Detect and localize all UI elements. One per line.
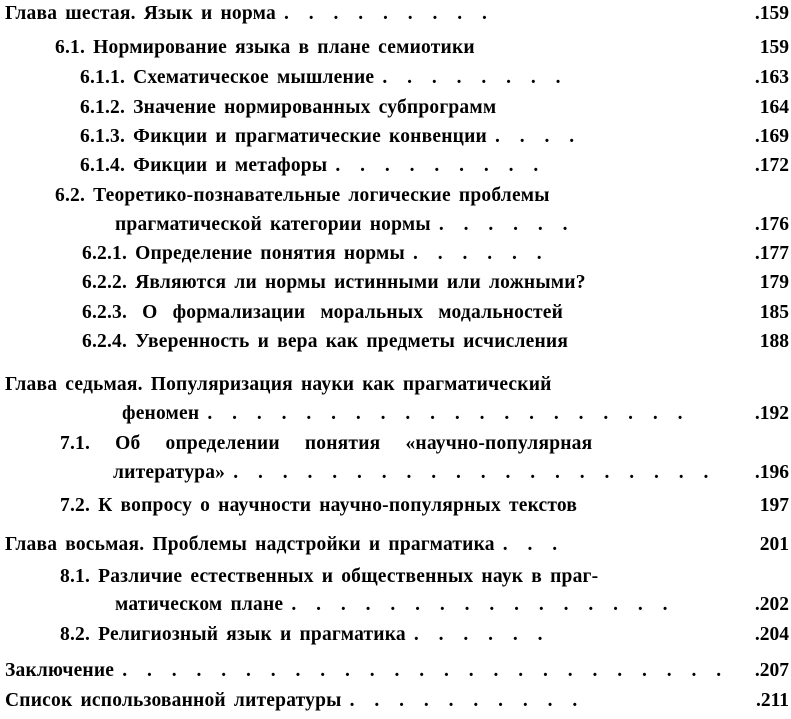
toc-entry-title: Глава шестая. Язык и норма <box>5 3 276 24</box>
toc-entry-6-2-cont <box>115 213 574 237</box>
toc-entry-6-1-2 <box>80 96 496 120</box>
toc-page-number: 159 <box>759 37 789 58</box>
toc-entry-6-1 <box>55 36 475 60</box>
toc-leader-dots: . . . . . . . . . . . . . . . . . . . . . . . . . <box>122 660 728 681</box>
toc-entry-6-2-4 <box>82 330 568 354</box>
toc-entry-title: 8.2. Религиозный язык и прагматика <box>60 624 406 645</box>
toc-entry-6-2-2 <box>82 271 586 295</box>
toc-entry-title: феномен <box>122 403 200 424</box>
toc-page-number: .172 <box>754 155 789 176</box>
toc-entry-8-1-cont <box>115 593 674 617</box>
toc-page-number: .204 <box>754 624 789 645</box>
toc-leader-dots: . . . . . . <box>413 624 549 645</box>
toc-entry-chapter-8 <box>5 533 563 557</box>
toc-page-number: .202 <box>754 594 789 615</box>
toc-entry-title: 8.1. Различие естественных и общественных наук в праг- <box>60 566 599 587</box>
toc-leader-dots: . . . . . . . . <box>382 67 567 88</box>
toc-page-number: .196 <box>754 462 789 483</box>
toc-page-number: .163 <box>754 67 789 88</box>
toc-page-number: .192 <box>754 403 789 424</box>
toc-entry-6-2-3 <box>82 301 563 325</box>
toc-entry-title: 6.1.3. Фикции и прагматические конвенции <box>80 126 487 147</box>
toc-entry-6-1-1 <box>80 66 566 90</box>
toc-page-number: .177 <box>754 243 789 264</box>
toc-leader-dots: . . . . . . . . . <box>284 3 493 24</box>
toc-entry-8-1 <box>60 565 598 589</box>
toc-entry-title: Список использованной литературы <box>5 690 342 711</box>
toc-entry-chapter-7 <box>5 373 552 397</box>
toc-entry-title: Глава седьмая. Популяризация науки как прагматический <box>5 374 552 395</box>
toc-entry-bibliography <box>5 689 583 713</box>
toc-entry-chapter-7-cont <box>122 402 689 426</box>
toc-leader-dots: . . . . <box>495 126 581 147</box>
toc-leader-dots: . . . . . . . . . . <box>349 690 584 711</box>
toc-leader-dots: . . . <box>502 534 564 555</box>
toc-entry-title: 6.1. Нормирование языка в плане семиотики <box>55 37 475 58</box>
toc-page-number: 185 <box>759 302 789 323</box>
toc-entry-title: Глава восьмая. Проблемы надстройки и прагматика <box>5 534 495 555</box>
toc-leader-dots: . . . . . . . . . . . . . . . . . . . . <box>207 403 689 424</box>
toc-entry-title: 6.2.1. Определение понятия нормы <box>82 243 405 264</box>
toc-page-number: 197 <box>759 495 789 516</box>
toc-entry-6-1-3 <box>80 125 580 149</box>
toc-leader-dots: . . . . . . . . . <box>335 155 545 176</box>
toc-entry-6-1-4 <box>80 154 544 178</box>
toc-entry-title: 6.1.4. Фикции и метафоры <box>80 155 328 176</box>
toc-entry-6-2-1 <box>82 242 548 266</box>
toc-entry-7-1-cont <box>113 461 714 485</box>
toc-entry-title: прагматической категории нормы <box>115 214 431 235</box>
toc-leader-dots: . . . . . . <box>438 214 574 235</box>
toc-entry-title: литература» <box>113 462 226 483</box>
toc-leader-dots: . . . . . . . . . . . . . . . . <box>291 594 674 615</box>
toc-page-number: .211 <box>755 690 789 711</box>
toc-page-number: 188 <box>759 331 789 352</box>
toc-leader-dots: . . . . . . . . . . . . . . . . . . . . <box>233 462 715 483</box>
toc-page-number: 179 <box>759 272 789 293</box>
toc-page-number: 164 <box>759 97 789 118</box>
toc-page-number: .176 <box>754 214 789 235</box>
toc-entry-title: 7.1. Об определении понятия «научно-популярная <box>60 433 593 454</box>
toc-entry-title: 6.1.2. Значение нормированных субпрограмм <box>80 97 497 118</box>
toc-entry-title: 6.1.1. Схематическое мышление <box>80 67 375 88</box>
toc-entry-title: 6.2.2. Являются ли нормы истинными или ложными? <box>82 272 586 293</box>
toc-entry-6-2 <box>55 184 550 208</box>
toc-entry-chapter-6 <box>5 2 493 26</box>
toc-page-number: .207 <box>754 660 789 681</box>
toc-entry-7-1 <box>60 432 592 456</box>
toc-leader-dots: . . . . . . <box>413 243 548 264</box>
toc-entry-conclusion <box>5 659 727 683</box>
toc-page-number: .159 <box>754 3 789 24</box>
toc-entry-7-2 <box>60 494 577 518</box>
toc-entry-title: 6.2.4. Уверенность и вера как предметы исчисления <box>82 331 569 352</box>
toc-entry-title: матическом плане <box>115 594 284 615</box>
toc-entry-title: 7.2. К вопросу о научности научно-популярных текстов <box>60 495 578 516</box>
toc-entry-title: 6.2.3. О формализации моральных модальностей <box>82 302 564 323</box>
toc-page-number: 201 <box>759 534 789 555</box>
toc-entry-title: 6.2. Теоретико-познавательные логические проблемы <box>55 185 550 206</box>
toc-entry-title: Заключение <box>5 660 115 681</box>
toc-entry-8-2 <box>60 623 549 647</box>
toc-page-number: .169 <box>754 126 789 147</box>
